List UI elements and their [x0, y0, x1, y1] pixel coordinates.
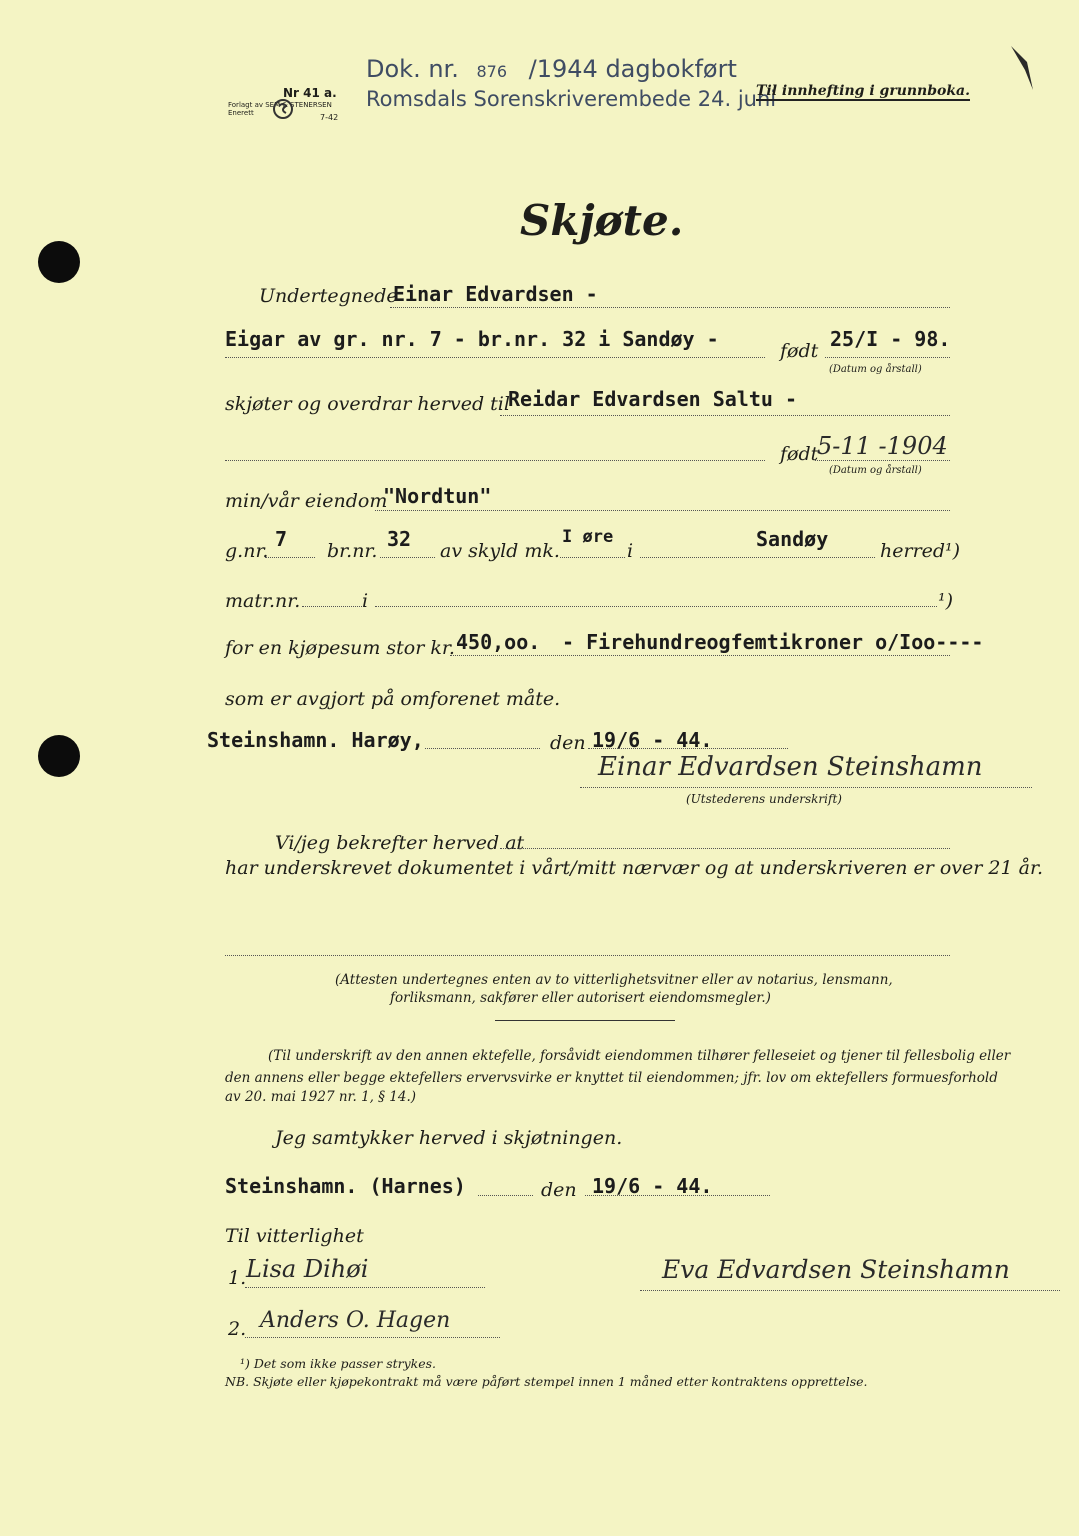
herred-label: herred¹)	[880, 540, 961, 562]
spouse-note-line1: (Til underskrift av den annen ektefelle, forsåvidt eiendommen tilhører felleseiet og tjener til fellesbolig eller	[268, 1048, 1011, 1064]
witness-label: Til vitterlighet	[225, 1225, 364, 1247]
grantee-line	[500, 415, 950, 416]
grantor-signature: Einar Edvardsen Steinshamn	[598, 752, 983, 782]
publisher-line: Forlagt av SEM & STENERSEN Enerett	[228, 101, 332, 117]
form-number: Nr 41 a.	[283, 86, 337, 100]
form-date: 7-42	[320, 113, 339, 122]
skyld-i-label: i	[627, 540, 634, 562]
grantor-line	[390, 307, 950, 308]
grantor-label: Undertegnede	[259, 285, 398, 307]
filing-note: Til innhefting i grunnboka.	[756, 83, 971, 99]
place-date-line	[588, 748, 788, 749]
grantee-born-date: 5-11 -1904	[817, 432, 948, 460]
consent-date: 19/6 - 44.	[592, 1174, 713, 1198]
brnr-line	[380, 557, 435, 558]
skyld-value: I øre	[562, 527, 614, 547]
witness-2-line	[245, 1337, 500, 1338]
price-label: for en kjøpesum stor kr.	[225, 637, 455, 659]
grantor-born-date: 25/I - 98.	[830, 327, 951, 351]
document-title: Skjøte.	[520, 196, 684, 245]
attestation-witness-line	[225, 955, 950, 956]
matr-line-2	[375, 606, 937, 607]
brnr-value: 32	[387, 527, 412, 551]
witness-1-line	[245, 1287, 485, 1288]
registration-stamp-line1: Dok. nr. 876 /1944 dagbokført	[366, 55, 737, 83]
signature-line	[580, 787, 1032, 788]
property-label: min/vår eiendom	[225, 490, 388, 512]
price-line	[450, 655, 950, 656]
property-line	[375, 510, 950, 511]
skyld-line	[560, 557, 625, 558]
spouse-note-line2: den annens eller begge ektefellers ervervsvirke er knyttet til eiendommen; jfr. lov om ektefellers formuesforhold	[225, 1070, 998, 1086]
brnr-label: br.nr.	[327, 540, 378, 562]
grantee-label: skjøter og overdrar herved til	[225, 393, 510, 415]
footnote-1: ¹) Det som ikke passer strykes.	[240, 1356, 437, 1371]
grantee-name: Reidar Edvardsen Saltu -	[508, 387, 797, 411]
corner-pen-mark	[1005, 40, 1045, 100]
attestation-line2: har underskrevet dokumentet i vårt/mitt nærvær og at underskriveren er over 21 år.	[225, 857, 1043, 879]
spouse-signature-line	[640, 1290, 1060, 1291]
skyld-label: av skyld mk.	[440, 540, 560, 562]
attestation-line1: Vi/jeg bekrefter herved at	[275, 832, 525, 854]
matr-footnote-mark: ¹)	[938, 590, 954, 612]
attestation-line	[500, 848, 950, 849]
grantee-date-hint: (Datum og årstall)	[829, 465, 922, 476]
price-settled: som er avgjort på omforenet måte.	[225, 688, 561, 710]
witness-1-signature: Lisa Dihøi	[246, 1255, 369, 1283]
witness-1-number: 1.	[228, 1267, 247, 1289]
place-den-label: den	[550, 732, 586, 754]
herred-value: Sandøy	[756, 527, 829, 551]
signature-caption: (Utstederens underskrift)	[686, 792, 842, 806]
grantor-date-hint: (Datum og årstall)	[829, 364, 922, 375]
grantor-born-label: født	[780, 340, 819, 362]
consent-date-line	[585, 1195, 770, 1196]
place-line	[425, 748, 540, 749]
place-date: 19/6 - 44.	[592, 728, 713, 752]
herred-line	[640, 557, 875, 558]
divider	[495, 1020, 675, 1021]
matr-line	[302, 606, 362, 607]
consent-den-label: den	[541, 1179, 577, 1201]
matr-label: matr.nr.	[225, 590, 301, 612]
gnr-line	[265, 557, 315, 558]
punch-hole-bottom	[38, 735, 80, 777]
spouse-signature: Eva Edvardsen Steinshamn	[662, 1255, 1010, 1284]
attestation-note1: (Attesten undertegnes enten av to vitterlighetsvitner eller av notarius, lensmann,	[335, 972, 893, 988]
consent-place: Steinshamn. (Harnes)	[225, 1174, 466, 1198]
doc-number: 876	[476, 62, 508, 81]
footnote-2: NB. Skjøte eller kjøpekontrakt må være påført stempel innen 1 måned etter kontraktens opprettelse.	[225, 1374, 868, 1389]
publisher-logo	[272, 98, 294, 120]
consent-text: Jeg samtykker herved i skjøtningen.	[275, 1127, 623, 1149]
punch-hole-top	[38, 241, 80, 283]
matr-i-label: i	[362, 590, 369, 612]
consent-place-line	[478, 1195, 533, 1196]
witness-2-signature: Anders O. Hagen	[260, 1308, 451, 1333]
spouse-note-line3: av 20. mai 1927 nr. 1, § 14.)	[225, 1089, 417, 1105]
registration-stamp-line2: Romsdals Sorenskriverembede 24. juni	[366, 87, 777, 111]
gnr-value: 7	[275, 527, 288, 551]
description-line	[225, 357, 765, 358]
grantee-born-line	[815, 460, 950, 461]
witness-2-number: 2.	[228, 1318, 247, 1340]
price-words: - Firehundreogfemtikroner o/Ioo----	[562, 630, 984, 654]
place: Steinshamn. Harøy,	[207, 728, 424, 752]
grantor-name: Einar Edvardsen -	[393, 282, 598, 306]
gnr-label: g.nr.	[225, 540, 269, 562]
price-amount: 450,oo.	[456, 630, 541, 654]
grantor-born-line	[825, 357, 950, 358]
grantee-born-label: født	[780, 443, 819, 465]
grantor-description: Eigar av gr. nr. 7 - br.nr. 32 i Sandøy -	[225, 327, 719, 351]
property-name: "Nordtun"	[383, 484, 492, 508]
grantee-line-2	[225, 460, 765, 461]
attestation-note2: forliksmann, sakfører eller autorisert eiendomsmegler.)	[390, 990, 771, 1006]
